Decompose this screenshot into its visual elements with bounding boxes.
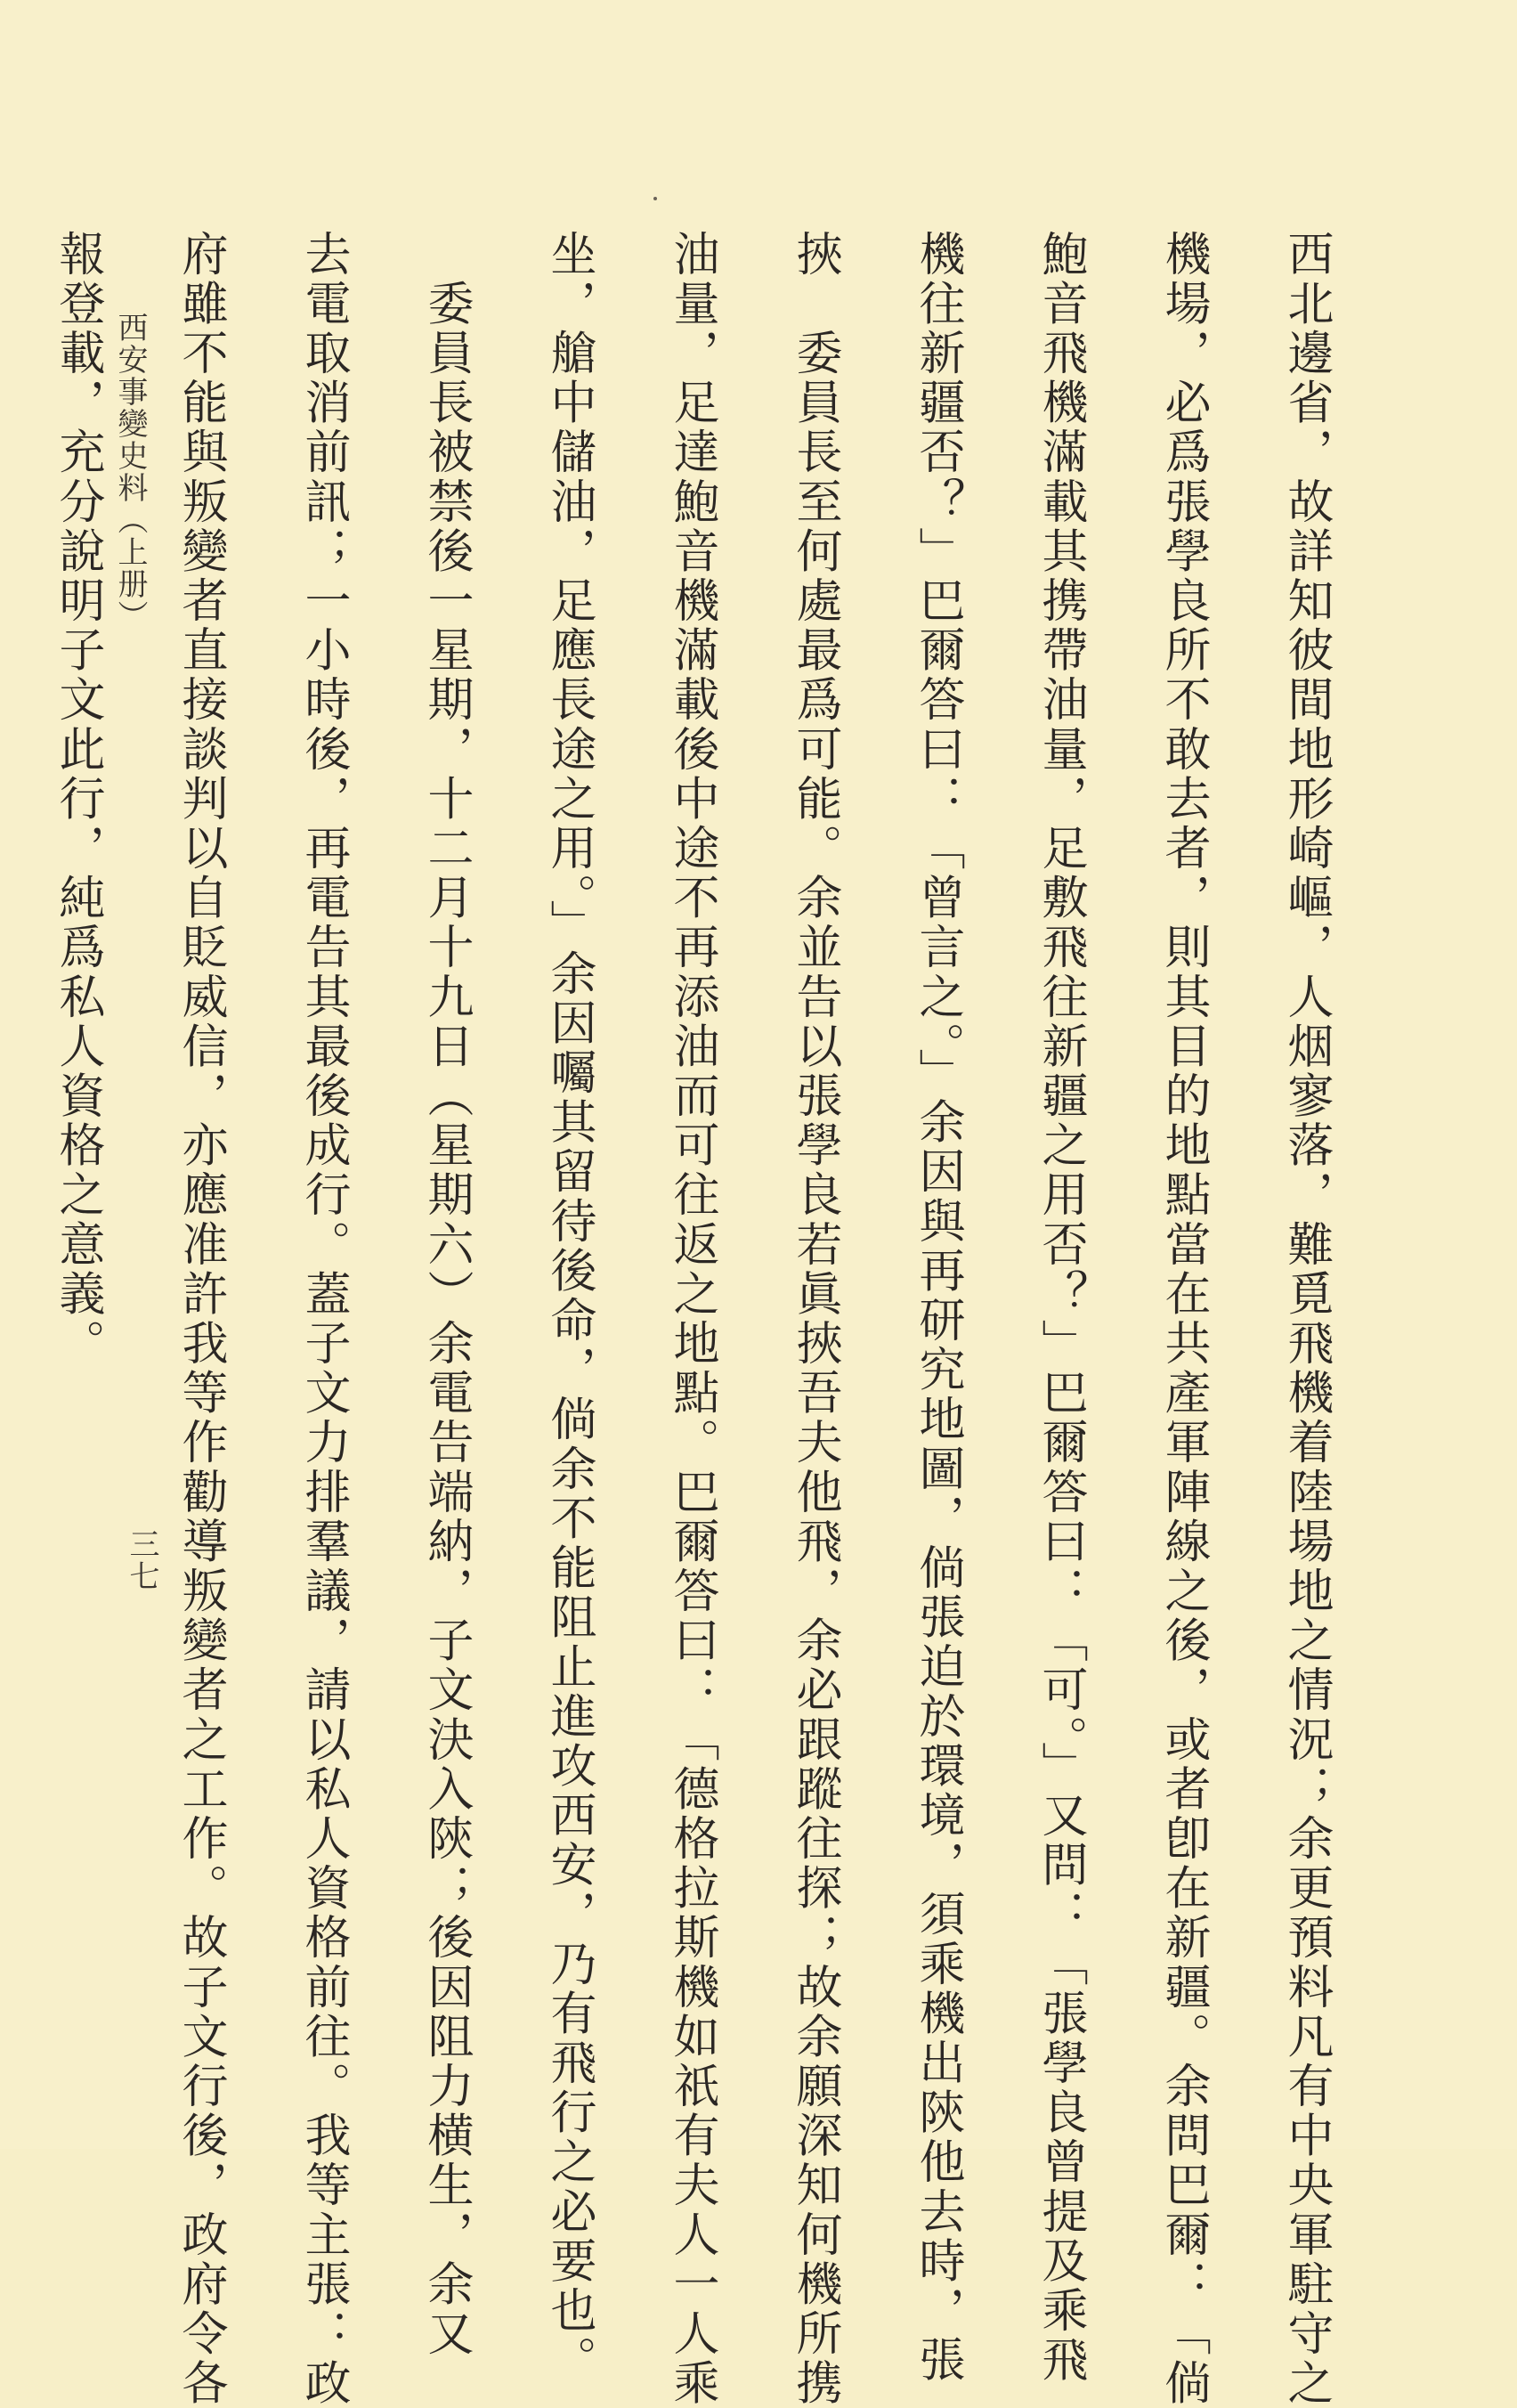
print-speck bbox=[653, 197, 657, 200]
text-column: 報登載，充分說明子文此行，純爲私人資格之意義。 bbox=[51, 230, 104, 1369]
text-column: 府雖不能與叛變者直接談判以自貶威信，亦應准許我等作勸導叛變者之工作。故子文行後，政府令各 bbox=[174, 230, 227, 2408]
text-column: 坐，艙中儲油，足應長途之用。」余因囑其留待後命，倘余不能阻止進攻西安，乃有飛行之必要也。 bbox=[542, 230, 596, 2386]
text-column: 機往新疆否？」巴爾答曰：「曾言之。」余因與再研究地圖，倘張迫於環境，須乘機出陝他去時，張 bbox=[911, 230, 964, 2386]
text-column: 委員長被禁後一星期，十二月十九日（星期六）余電告端納，子文決入陝；後因阻力横生，余又 bbox=[419, 230, 473, 2359]
running-book-title: 西安事變史料（上册） bbox=[112, 312, 148, 632]
text-column: 西北邊省，故詳知彼間地形崎嶇，人烟寥落，難覓飛機着陸場地之情況；余更預料凡有中央軍駐守之 bbox=[1279, 230, 1333, 2408]
page-number: 三七 bbox=[124, 1528, 159, 1592]
text-column: 去電取消前訊；一小時後，再電告其最後成行。蓋子文力排羣議，請以私人資格前往。我等主張：政 bbox=[296, 230, 350, 2408]
text-column: 挾 委員長至何處最爲可能。余並告以張學良若眞挾吾夫他飛，余必跟蹤往探；故余願深知何機所携 bbox=[788, 230, 841, 2408]
text-column: 油量，足達鮑音機滿載後中途不再添油而可往返之地點。巴爾答曰：「德格拉斯機如祇有夫人一人乘 bbox=[665, 230, 718, 2408]
text-column bbox=[0, 230, 16, 1922]
text-column: 鮑音飛機滿載其携帶油量，足敷飛往新疆之用否？」巴爾答曰：「可。」又問：「張學良曾提及乘飛 bbox=[1034, 230, 1087, 2386]
body-text bbox=[0, 230, 1367, 2408]
text-column: 機場，必爲張學良所不敢去者，則其目的地點當在共產軍陣線之後，或者卽在新疆。余問巴爾：「倘 bbox=[1156, 230, 1210, 2408]
